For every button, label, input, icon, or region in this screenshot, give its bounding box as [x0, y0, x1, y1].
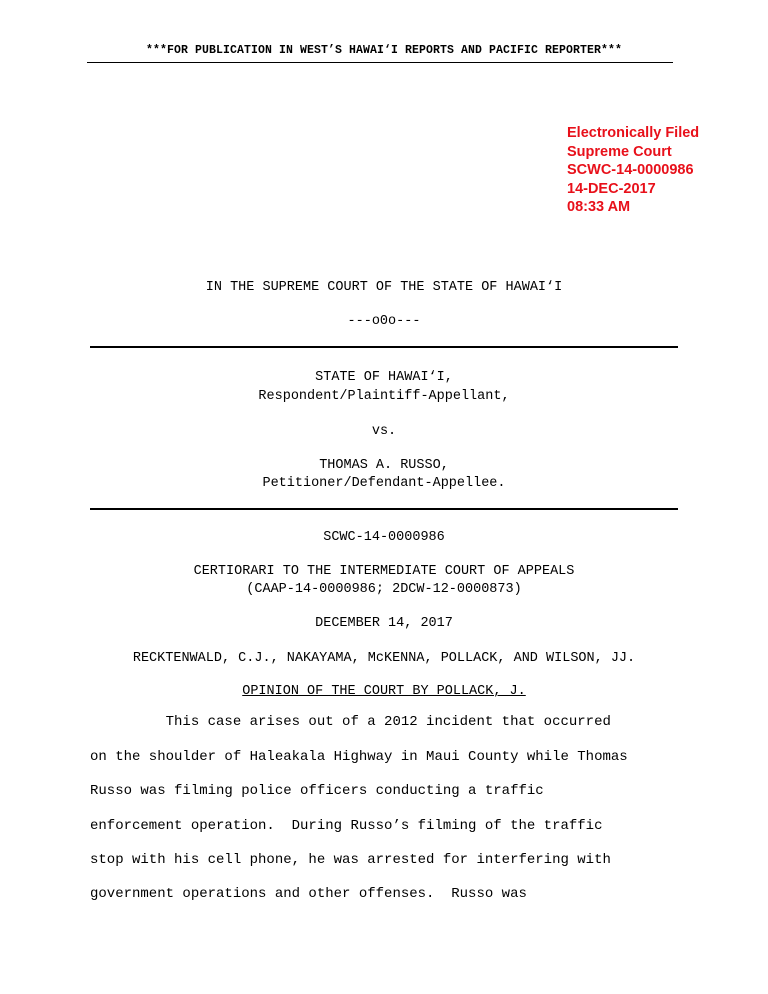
opinion-heading: OPINION OF THE COURT BY POLLACK, J. [242, 684, 526, 699]
body-text-line: This case arises out of a 2012 incident that occurred [90, 714, 611, 730]
body-text-line: Russo was filming police officers conducting a traffic [90, 783, 544, 799]
caption-rule-top [90, 346, 678, 348]
party-name-2: THOMAS A. RUSSO, [319, 458, 449, 473]
filing-stamp-line: Supreme Court [567, 143, 672, 160]
appeal-numbers: (CAAP-14-0000986; 2DCW-12-0000873) [246, 582, 522, 597]
body-text-line: on the shoulder of Haleakala Highway in Maui County while Thomas [90, 749, 628, 765]
filing-stamp-line: Electronically Filed [567, 125, 700, 141]
justices-line: RECKTENWALD, C.J., NAKAYAMA, McKENNA, POLLACK, AND WILSON, JJ. [132, 651, 636, 666]
section-separator: ---o0o--- [347, 314, 421, 329]
header-rule [87, 62, 673, 63]
body-text-line: government operations and other offenses. Russo was [90, 886, 527, 902]
decision-date: DECEMBER 14, 2017 [315, 616, 453, 631]
body-text-line: enforcement operation. During Russo’s filming of the traffic [90, 818, 603, 834]
filing-stamp-line: SCWC-14-0000986 [567, 162, 694, 178]
filing-stamp-line: 14-DEC-2017 [567, 180, 656, 197]
case-number: SCWC-14-0000986 [323, 530, 445, 545]
filing-stamp [567, 124, 699, 217]
versus-label: vs. [371, 424, 397, 439]
publication-header: ***FOR PUBLICATION IN WEST’S HAWAI‘I REPORTS AND PACIFIC REPORTER*** [145, 44, 623, 57]
filing-stamp-line: 08:33 AM [567, 199, 631, 215]
court-title: IN THE SUPREME COURT OF THE STATE OF HAWAI‘I [205, 280, 563, 295]
certiorari-line: CERTIORARI TO THE INTERMEDIATE COURT OF APPEALS [193, 564, 575, 579]
caption-rule-bottom [90, 508, 678, 510]
party-role-2: Petitioner/Defendant-Appellee. [262, 476, 506, 491]
body-text-line: stop with his cell phone, he was arrested for interfering with [90, 852, 611, 868]
party-role-1: Respondent/Plaintiff-Appellant, [258, 389, 510, 404]
party-name-1: STATE OF HAWAI‘I, [315, 370, 453, 385]
